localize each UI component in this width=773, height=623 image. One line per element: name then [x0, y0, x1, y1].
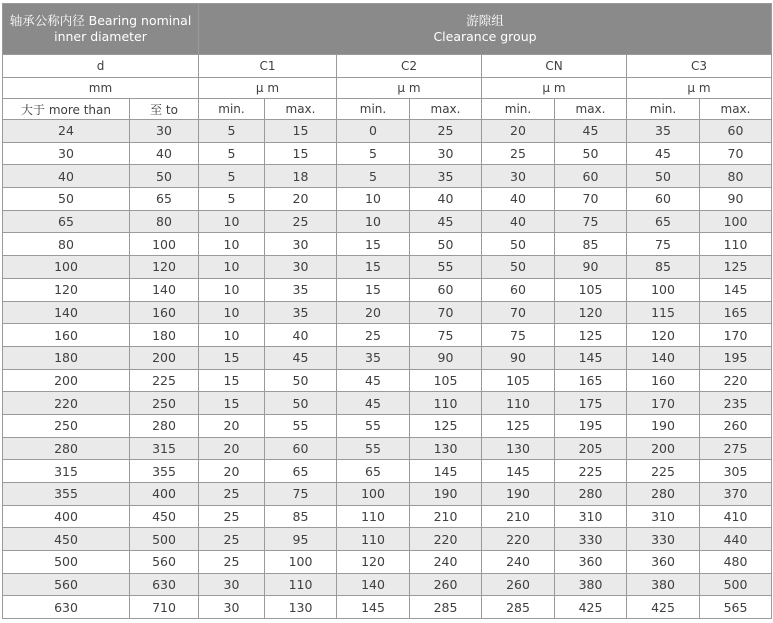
table-row	[3, 233, 772, 256]
table-row	[3, 505, 772, 528]
cell-more-than: 220	[3, 392, 130, 415]
cell-c3-min: 280	[627, 483, 700, 506]
bore-diameter-title	[3, 4, 199, 55]
cell-more-than: 65	[3, 210, 130, 233]
cell-c2-max: 240	[410, 551, 482, 574]
cell-c3-min: 425	[627, 596, 700, 619]
cell-c1-min: 5	[199, 120, 265, 143]
cell-up-to: 710	[130, 596, 199, 619]
cell-c2-min: 45	[337, 392, 410, 415]
cell-c1-min: 20	[199, 460, 265, 483]
cell-c3-max: 440	[700, 528, 772, 551]
cell-up-to: 50	[130, 165, 199, 188]
cell-c2-max: 25	[410, 120, 482, 143]
cell-cn-max: 105	[555, 278, 627, 301]
d-label: d	[3, 55, 199, 78]
cell-c1-max: 35	[265, 301, 337, 324]
c3-min-header: min.	[627, 99, 700, 120]
cell-c3-max: 60	[700, 120, 772, 143]
cell-c2-min: 5	[337, 165, 410, 188]
cell-c3-max: 410	[700, 505, 772, 528]
cell-c2-max: 220	[410, 528, 482, 551]
cell-c1-min: 10	[199, 210, 265, 233]
cell-c1-max: 30	[265, 233, 337, 256]
cell-c1-min: 20	[199, 437, 265, 460]
cell-cn-max: 380	[555, 573, 627, 596]
cell-more-than: 450	[3, 528, 130, 551]
cell-c3-max: 305	[700, 460, 772, 483]
cell-c2-min: 55	[337, 414, 410, 437]
table-row	[3, 528, 772, 551]
cell-c2-min: 65	[337, 460, 410, 483]
bore-title-line2: inner diameter	[54, 29, 147, 44]
cell-c3-max: 480	[700, 551, 772, 574]
bore-unit: mm	[3, 78, 199, 99]
cell-c3-max: 80	[700, 165, 772, 188]
cell-c2-min: 140	[337, 573, 410, 596]
cell-c3-max: 370	[700, 483, 772, 506]
cell-more-than: 250	[3, 414, 130, 437]
cell-cn-min: 50	[482, 256, 555, 279]
clearance-table	[2, 3, 772, 619]
cell-c3-min: 115	[627, 301, 700, 324]
table-row	[3, 460, 772, 483]
cell-cn-max: 90	[555, 256, 627, 279]
header-title-row	[3, 4, 772, 55]
cell-c3-min: 35	[627, 120, 700, 143]
cell-c1-max: 45	[265, 346, 337, 369]
cell-c2-min: 145	[337, 596, 410, 619]
cell-c2-min: 15	[337, 233, 410, 256]
cell-c3-min: 100	[627, 278, 700, 301]
cell-c3-max: 170	[700, 324, 772, 347]
c1-min-header: min.	[199, 99, 265, 120]
cell-c2-max: 260	[410, 573, 482, 596]
cell-c2-min: 10	[337, 210, 410, 233]
cell-c2-min: 110	[337, 505, 410, 528]
cell-up-to: 450	[130, 505, 199, 528]
cell-c2-max: 190	[410, 483, 482, 506]
table-row	[3, 392, 772, 415]
cell-cn-min: 145	[482, 460, 555, 483]
cell-cn-max: 310	[555, 505, 627, 528]
cell-cn-max: 280	[555, 483, 627, 506]
cell-c1-max: 65	[265, 460, 337, 483]
cell-cn-min: 30	[482, 165, 555, 188]
cell-more-than: 50	[3, 188, 130, 211]
cell-c1-max: 95	[265, 528, 337, 551]
cell-c2-min: 110	[337, 528, 410, 551]
cell-more-than: 315	[3, 460, 130, 483]
cell-c2-max: 60	[410, 278, 482, 301]
group-c2: C2	[337, 55, 482, 78]
cell-cn-max: 425	[555, 596, 627, 619]
cell-up-to: 400	[130, 483, 199, 506]
table-row	[3, 210, 772, 233]
unit-c3: μ m	[627, 78, 772, 99]
cell-c1-max: 60	[265, 437, 337, 460]
cell-c1-max: 15	[265, 120, 337, 143]
cell-c2-max: 285	[410, 596, 482, 619]
cell-cn-min: 260	[482, 573, 555, 596]
cell-c2-max: 30	[410, 142, 482, 165]
cell-c2-max: 105	[410, 369, 482, 392]
c3-max-header: max.	[700, 99, 772, 120]
cell-c3-max: 565	[700, 596, 772, 619]
cell-cn-max: 195	[555, 414, 627, 437]
cell-cn-max: 70	[555, 188, 627, 211]
cell-cn-min: 60	[482, 278, 555, 301]
cell-c3-min: 200	[627, 437, 700, 460]
table-row	[3, 596, 772, 619]
cell-cn-min: 210	[482, 505, 555, 528]
cell-cn-min: 110	[482, 392, 555, 415]
cell-up-to: 120	[130, 256, 199, 279]
cell-c1-max: 40	[265, 324, 337, 347]
cell-c2-max: 70	[410, 301, 482, 324]
cell-c2-min: 5	[337, 142, 410, 165]
cell-more-than: 100	[3, 256, 130, 279]
cn-max-header: max.	[555, 99, 627, 120]
cell-more-than: 80	[3, 233, 130, 256]
cell-c3-min: 170	[627, 392, 700, 415]
cell-c3-max: 110	[700, 233, 772, 256]
cell-cn-max: 330	[555, 528, 627, 551]
cell-c3-min: 225	[627, 460, 700, 483]
cell-up-to: 65	[130, 188, 199, 211]
cell-more-than: 24	[3, 120, 130, 143]
cell-c1-min: 25	[199, 528, 265, 551]
table-row	[3, 551, 772, 574]
cell-cn-min: 20	[482, 120, 555, 143]
cell-c1-min: 5	[199, 165, 265, 188]
cell-c1-min: 25	[199, 483, 265, 506]
cell-c1-max: 35	[265, 278, 337, 301]
group-c1: C1	[199, 55, 337, 78]
cell-more-than: 400	[3, 505, 130, 528]
cell-up-to: 315	[130, 437, 199, 460]
cell-c1-max: 25	[265, 210, 337, 233]
c2-min-header: min.	[337, 99, 410, 120]
cell-up-to: 500	[130, 528, 199, 551]
cell-more-than: 120	[3, 278, 130, 301]
cell-c3-max: 235	[700, 392, 772, 415]
cell-c1-max: 110	[265, 573, 337, 596]
cell-c3-min: 160	[627, 369, 700, 392]
cell-more-than: 200	[3, 369, 130, 392]
table-row	[3, 483, 772, 506]
table-row	[3, 324, 772, 347]
group-cn: CN	[482, 55, 627, 78]
cell-c2-max: 45	[410, 210, 482, 233]
cell-c1-max: 15	[265, 142, 337, 165]
cell-c3-min: 380	[627, 573, 700, 596]
cell-c3-max: 220	[700, 369, 772, 392]
c1-max-header: max.	[265, 99, 337, 120]
cell-c3-min: 360	[627, 551, 700, 574]
cell-cn-min: 40	[482, 210, 555, 233]
cell-c2-max: 75	[410, 324, 482, 347]
cell-cn-min: 220	[482, 528, 555, 551]
cell-up-to: 250	[130, 392, 199, 415]
cell-c1-min: 25	[199, 505, 265, 528]
cell-cn-min: 90	[482, 346, 555, 369]
clearance-group-title	[199, 4, 772, 55]
table-row	[3, 301, 772, 324]
more-than-header: 大于 more than	[3, 99, 130, 120]
group-title-line1: 游隙组	[466, 13, 504, 28]
cell-cn-min: 70	[482, 301, 555, 324]
cn-min-header: min.	[482, 99, 555, 120]
cell-c3-min: 85	[627, 256, 700, 279]
cell-c3-min: 140	[627, 346, 700, 369]
cell-cn-min: 285	[482, 596, 555, 619]
cell-c1-min: 5	[199, 142, 265, 165]
cell-c2-max: 210	[410, 505, 482, 528]
cell-up-to: 630	[130, 573, 199, 596]
cell-c3-min: 60	[627, 188, 700, 211]
cell-c1-max: 18	[265, 165, 337, 188]
cell-c3-max: 90	[700, 188, 772, 211]
cell-c1-min: 10	[199, 256, 265, 279]
cell-cn-max: 120	[555, 301, 627, 324]
cell-c2-max: 110	[410, 392, 482, 415]
cell-c3-max: 260	[700, 414, 772, 437]
cell-c2-min: 0	[337, 120, 410, 143]
header-sub-row	[3, 99, 772, 120]
table-row	[3, 165, 772, 188]
cell-c2-max: 50	[410, 233, 482, 256]
cell-cn-min: 105	[482, 369, 555, 392]
cell-up-to: 40	[130, 142, 199, 165]
cell-c1-min: 10	[199, 301, 265, 324]
cell-cn-max: 45	[555, 120, 627, 143]
cell-c3-max: 195	[700, 346, 772, 369]
cell-more-than: 280	[3, 437, 130, 460]
cell-c2-min: 15	[337, 278, 410, 301]
cell-cn-max: 125	[555, 324, 627, 347]
cell-c2-max: 55	[410, 256, 482, 279]
cell-more-than: 630	[3, 596, 130, 619]
cell-c1-max: 50	[265, 392, 337, 415]
cell-cn-max: 60	[555, 165, 627, 188]
cell-more-than: 30	[3, 142, 130, 165]
cell-cn-max: 205	[555, 437, 627, 460]
cell-c3-min: 75	[627, 233, 700, 256]
cell-more-than: 560	[3, 573, 130, 596]
cell-cn-min: 75	[482, 324, 555, 347]
header-group-row	[3, 55, 772, 78]
cell-c3-min: 310	[627, 505, 700, 528]
unit-c2: μ m	[337, 78, 482, 99]
cell-c3-max: 145	[700, 278, 772, 301]
cell-c2-min: 15	[337, 256, 410, 279]
group-title-line2: Clearance group	[433, 29, 537, 44]
cell-cn-max: 85	[555, 233, 627, 256]
cell-up-to: 225	[130, 369, 199, 392]
cell-c1-min: 25	[199, 551, 265, 574]
cell-c1-min: 30	[199, 573, 265, 596]
cell-c1-min: 15	[199, 392, 265, 415]
cell-c1-min: 5	[199, 188, 265, 211]
cell-cn-min: 125	[482, 414, 555, 437]
table-row	[3, 188, 772, 211]
cell-c3-min: 190	[627, 414, 700, 437]
cell-cn-min: 130	[482, 437, 555, 460]
cell-c2-max: 35	[410, 165, 482, 188]
cell-c3-max: 500	[700, 573, 772, 596]
cell-more-than: 40	[3, 165, 130, 188]
cell-cn-max: 75	[555, 210, 627, 233]
cell-c1-max: 85	[265, 505, 337, 528]
cell-up-to: 80	[130, 210, 199, 233]
cell-c2-max: 130	[410, 437, 482, 460]
bore-title-line1: 轴承公称内径 Bearing nominal	[9, 13, 192, 28]
cell-c1-max: 50	[265, 369, 337, 392]
header-unit-row	[3, 78, 772, 99]
cell-up-to: 140	[130, 278, 199, 301]
cell-c1-min: 10	[199, 278, 265, 301]
cell-c3-max: 70	[700, 142, 772, 165]
cell-c2-max: 125	[410, 414, 482, 437]
cell-more-than: 355	[3, 483, 130, 506]
cell-c1-min: 15	[199, 369, 265, 392]
cell-c3-max: 275	[700, 437, 772, 460]
cell-c3-min: 65	[627, 210, 700, 233]
cell-up-to: 355	[130, 460, 199, 483]
table-row	[3, 142, 772, 165]
cell-c2-min: 35	[337, 346, 410, 369]
cell-up-to: 560	[130, 551, 199, 574]
cell-c1-max: 30	[265, 256, 337, 279]
cell-cn-max: 50	[555, 142, 627, 165]
table-row	[3, 573, 772, 596]
cell-cn-min: 40	[482, 188, 555, 211]
cell-c2-min: 25	[337, 324, 410, 347]
cell-c2-min: 100	[337, 483, 410, 506]
cell-c3-min: 330	[627, 528, 700, 551]
c2-max-header: max.	[410, 99, 482, 120]
cell-cn-max: 145	[555, 346, 627, 369]
cell-c3-max: 165	[700, 301, 772, 324]
cell-c1-min: 10	[199, 233, 265, 256]
table-row	[3, 369, 772, 392]
cell-c3-min: 120	[627, 324, 700, 347]
cell-c3-min: 45	[627, 142, 700, 165]
cell-c1-max: 20	[265, 188, 337, 211]
table-row	[3, 278, 772, 301]
cell-c3-max: 125	[700, 256, 772, 279]
cell-cn-max: 175	[555, 392, 627, 415]
cell-up-to: 180	[130, 324, 199, 347]
cell-c2-max: 90	[410, 346, 482, 369]
cell-c2-min: 120	[337, 551, 410, 574]
cell-c2-min: 20	[337, 301, 410, 324]
unit-cn: μ m	[482, 78, 627, 99]
cell-c1-max: 130	[265, 596, 337, 619]
cell-c2-max: 40	[410, 188, 482, 211]
table-row	[3, 346, 772, 369]
table-row	[3, 256, 772, 279]
cell-up-to: 160	[130, 301, 199, 324]
cell-c1-min: 10	[199, 324, 265, 347]
cell-c2-max: 145	[410, 460, 482, 483]
cell-more-than: 500	[3, 551, 130, 574]
table-row	[3, 437, 772, 460]
cell-up-to: 280	[130, 414, 199, 437]
cell-more-than: 140	[3, 301, 130, 324]
cell-c1-max: 100	[265, 551, 337, 574]
cell-cn-max: 165	[555, 369, 627, 392]
cell-cn-min: 190	[482, 483, 555, 506]
cell-c3-min: 50	[627, 165, 700, 188]
cell-up-to: 30	[130, 120, 199, 143]
up-to-header: 至 to	[130, 99, 199, 120]
cell-c2-min: 10	[337, 188, 410, 211]
table-row	[3, 120, 772, 143]
cell-cn-min: 50	[482, 233, 555, 256]
cell-up-to: 200	[130, 346, 199, 369]
cell-c1-min: 20	[199, 414, 265, 437]
cell-c1-min: 15	[199, 346, 265, 369]
unit-c1: μ m	[199, 78, 337, 99]
cell-more-than: 160	[3, 324, 130, 347]
cell-cn-min: 240	[482, 551, 555, 574]
cell-c3-max: 100	[700, 210, 772, 233]
cell-cn-max: 225	[555, 460, 627, 483]
cell-cn-max: 360	[555, 551, 627, 574]
cell-c2-min: 55	[337, 437, 410, 460]
cell-c2-min: 45	[337, 369, 410, 392]
cell-up-to: 100	[130, 233, 199, 256]
group-c3: C3	[627, 55, 772, 78]
cell-c1-max: 75	[265, 483, 337, 506]
table-row	[3, 414, 772, 437]
cell-more-than: 180	[3, 346, 130, 369]
cell-cn-min: 25	[482, 142, 555, 165]
cell-c1-max: 55	[265, 414, 337, 437]
cell-c1-min: 30	[199, 596, 265, 619]
